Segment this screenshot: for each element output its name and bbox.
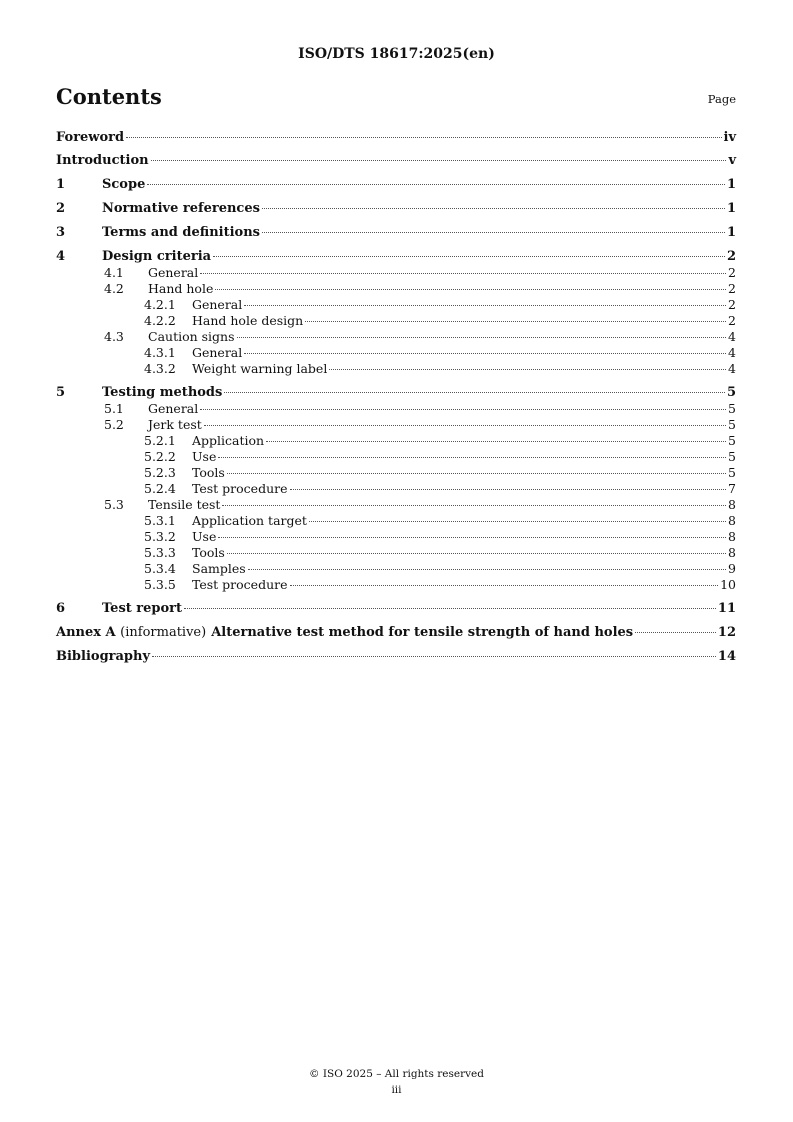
toc-entry-page: 5 xyxy=(728,417,736,432)
toc-dot-leader xyxy=(126,137,721,138)
toc-entry-label xyxy=(192,297,242,313)
toc-entry-label-text: Use xyxy=(192,449,217,464)
toc-entry[interactable] xyxy=(56,361,736,377)
toc-entry-page: iv xyxy=(723,130,736,145)
toc-entry-label-text: General xyxy=(148,401,199,416)
toc-entry-number: 5 xyxy=(56,385,66,400)
toc-entry-page: 5 xyxy=(728,449,736,464)
toc-entry[interactable] xyxy=(56,433,736,449)
toc-entry-page: 5 xyxy=(726,385,736,400)
page-footer xyxy=(0,1066,793,1098)
toc-dot-leader xyxy=(218,457,726,458)
contents-title: Contents xyxy=(56,84,162,109)
toc-entry-page: 2 xyxy=(728,297,736,312)
toc-entry-annex-type: (informative) xyxy=(120,625,207,640)
toc-entry-label-text: Normative references xyxy=(102,201,260,216)
toc-entry[interactable] xyxy=(56,201,736,217)
toc-entry[interactable] xyxy=(56,249,736,265)
toc-entry-number: 4.3 xyxy=(104,329,124,344)
toc-entry-label-text: Weight warning label xyxy=(192,361,328,376)
toc-entry-number: 5.2.3 xyxy=(144,465,176,480)
toc-entry-label xyxy=(102,601,182,617)
toc-entry-page: 1 xyxy=(726,201,736,216)
toc-dot-leader xyxy=(184,608,716,609)
toc-entry-label xyxy=(148,281,213,297)
toc-entry[interactable] xyxy=(56,481,736,497)
toc-entry-page: 2 xyxy=(728,313,736,328)
toc-entry-label xyxy=(192,313,303,329)
toc-entry-label-text: Terms and definitions xyxy=(102,225,260,240)
toc-entry-page: 2 xyxy=(728,265,736,280)
toc-entry-label-text: Application xyxy=(192,433,265,448)
toc-entry-number: 5.2.1 xyxy=(144,433,176,448)
toc-entry-page: 8 xyxy=(728,529,736,544)
toc-entry-page: 10 xyxy=(720,577,736,592)
toc-entry[interactable] xyxy=(56,225,736,241)
toc-entry-label xyxy=(102,225,260,241)
toc-entry-page: 12 xyxy=(717,625,736,640)
toc-entry-page: 7 xyxy=(728,481,736,496)
toc-entry-page: 9 xyxy=(728,561,736,576)
toc-entry-label xyxy=(192,577,288,593)
toc-entry-label xyxy=(102,249,211,265)
toc-dot-leader xyxy=(266,441,726,442)
toc-entry[interactable] xyxy=(56,401,736,417)
toc-entry-page: 5 xyxy=(728,465,736,480)
toc-dot-leader xyxy=(237,337,727,338)
toc-entry-number: 4 xyxy=(56,249,66,264)
page-number: iii xyxy=(391,1084,402,1096)
toc-entry[interactable] xyxy=(56,385,736,401)
document-header-id: ISO/DTS 18617:2025(en) xyxy=(298,46,495,62)
toc-entry-number: 4.1 xyxy=(104,265,124,280)
toc-entry-label xyxy=(192,449,216,465)
toc-dot-leader xyxy=(262,232,725,233)
toc-entry-label-text: Application target xyxy=(192,513,307,528)
toc-dot-leader xyxy=(147,184,725,185)
toc-entry[interactable] xyxy=(56,313,736,329)
toc-entry-page: 5 xyxy=(728,401,736,416)
toc-entry-number: 5.3.3 xyxy=(144,545,176,560)
toc-entry-label xyxy=(56,649,150,665)
toc-entry-number: 5.2.2 xyxy=(144,449,176,464)
toc-dot-leader xyxy=(204,425,726,426)
toc-entry-number: 4.2 xyxy=(104,281,124,296)
toc-entry-label-text: Test procedure xyxy=(192,577,288,592)
toc-entry-label-text: Hand hole design xyxy=(192,313,304,328)
toc-entry-label-text: Tools xyxy=(192,465,225,480)
toc-dot-leader xyxy=(290,585,719,586)
toc-entry-page: 4 xyxy=(728,361,736,376)
toc-entry-number: 5.2 xyxy=(104,417,124,432)
toc-entry[interactable] xyxy=(56,545,736,561)
toc-dot-leader xyxy=(305,321,726,322)
toc-entry[interactable] xyxy=(56,465,736,481)
toc-entry-label-text: General xyxy=(192,297,243,312)
toc-entry-number: 4.2.1 xyxy=(144,297,176,312)
toc-dot-leader xyxy=(200,273,726,274)
toc-entry[interactable] xyxy=(56,497,736,513)
toc-dot-leader xyxy=(290,489,727,490)
toc-entry-page: 1 xyxy=(726,225,736,240)
toc-entry-number: 4.3.1 xyxy=(144,345,176,360)
toc-entry-label-text: Scope xyxy=(102,177,146,192)
toc-entry[interactable] xyxy=(56,177,736,193)
toc-entry[interactable] xyxy=(56,449,736,465)
toc-entry-label-text: Test report xyxy=(102,601,183,616)
toc-entry-number: 4.3.2 xyxy=(144,361,176,376)
toc-entry[interactable] xyxy=(56,417,736,433)
toc-entry-number: 5.3.5 xyxy=(144,577,176,592)
toc-entry-page: 2 xyxy=(728,281,736,296)
toc-entry[interactable] xyxy=(56,601,736,617)
toc-entry-label xyxy=(102,201,260,217)
toc-entry-number: 6 xyxy=(56,601,66,616)
toc-dot-leader xyxy=(224,392,725,393)
toc-entry-label xyxy=(192,513,307,529)
toc-entry-page: 2 xyxy=(726,249,736,264)
toc-entry-label xyxy=(148,401,198,417)
toc-dot-leader xyxy=(227,473,726,474)
toc-entry-number: 5.1 xyxy=(104,401,124,416)
toc-entry-label-text: General xyxy=(192,345,243,360)
toc-dot-leader xyxy=(152,656,716,657)
toc-entry-label-text: Design criteria xyxy=(102,249,212,264)
toc-dot-leader xyxy=(244,305,726,306)
toc-entry[interactable] xyxy=(56,153,736,169)
toc-entry-page: v xyxy=(728,153,736,168)
page-column-label: Page xyxy=(707,92,736,106)
toc-entry-number: 5.2.4 xyxy=(144,481,176,496)
toc-entry-label xyxy=(192,361,327,377)
toc-entry-label-text: Testing methods xyxy=(102,385,223,400)
toc-entry-number: 5.3.2 xyxy=(144,529,176,544)
toc-entry-annex-title: Alternative test method for tensile strength of hand holes xyxy=(211,625,634,640)
toc-entry-label xyxy=(56,153,149,169)
toc-dot-leader xyxy=(244,353,726,354)
toc-entry-number: 5.3.4 xyxy=(144,561,176,576)
toc-entry-label-text: Test procedure xyxy=(192,481,288,496)
toc-entry-label xyxy=(102,385,222,401)
toc-entry-label-text: Jerk test xyxy=(148,417,202,432)
toc-dot-leader xyxy=(215,289,726,290)
toc-entry-label xyxy=(148,329,235,345)
toc-entry-label-text: General xyxy=(148,265,199,280)
toc-entry-label xyxy=(148,497,220,513)
toc-entry-label xyxy=(102,177,145,193)
toc-entry[interactable] xyxy=(56,529,736,545)
toc-entry-label xyxy=(148,417,202,433)
toc-entry-label xyxy=(192,545,225,561)
toc-entry-label-text: Tensile test xyxy=(148,497,221,512)
toc-dot-leader xyxy=(329,369,726,370)
toc-entry[interactable] xyxy=(56,577,736,593)
toc-dot-leader xyxy=(213,256,725,257)
toc-entry[interactable] xyxy=(56,345,736,361)
toc-dot-leader xyxy=(200,409,726,410)
toc-entry-label xyxy=(148,265,198,281)
toc-entry-label-text: Annex A xyxy=(56,625,116,640)
toc-entry-label-text: Hand hole xyxy=(148,281,214,296)
toc-entry[interactable] xyxy=(56,130,736,146)
toc-entry[interactable] xyxy=(56,329,736,345)
toc-entry-label xyxy=(192,561,246,577)
toc-entry-label-text: Bibliography xyxy=(56,649,151,664)
toc-entry-label xyxy=(192,345,242,361)
toc-entry-number: 4.2.2 xyxy=(144,313,176,328)
toc-entry-label-text: Samples xyxy=(192,561,246,576)
toc-entry[interactable] xyxy=(56,561,736,577)
toc-entry-label-text: Tools xyxy=(192,545,225,560)
toc-dot-leader xyxy=(262,208,725,209)
toc-entry-page: 8 xyxy=(728,545,736,560)
toc-entry-page: 4 xyxy=(728,329,736,344)
toc-entry-page: 8 xyxy=(728,497,736,512)
toc-entry-label xyxy=(192,481,288,497)
toc-entry-label-text: Use xyxy=(192,529,217,544)
toc-entry-page: 4 xyxy=(728,345,736,360)
toc-entry[interactable] xyxy=(56,281,736,297)
toc-entry-page: 8 xyxy=(728,513,736,528)
toc-dot-leader xyxy=(218,537,726,538)
toc-entry-number: 3 xyxy=(56,225,66,240)
toc-entry-label-text: Caution signs xyxy=(148,329,235,344)
toc-entry[interactable] xyxy=(56,649,736,665)
toc-entry[interactable] xyxy=(56,625,736,641)
toc-entry-number: 5.3.1 xyxy=(144,513,176,528)
toc-entry-label-text: Introduction xyxy=(56,153,149,168)
toc-entry-label xyxy=(192,433,264,449)
copyright-notice: © ISO 2025 – All rights reserved xyxy=(309,1068,484,1080)
toc-entry-label xyxy=(56,625,633,641)
toc-dot-leader xyxy=(248,569,726,570)
toc-dot-leader xyxy=(227,553,726,554)
toc-entry[interactable] xyxy=(56,513,736,529)
toc-entry-number: 5.3 xyxy=(104,497,124,512)
toc-entry-page: 11 xyxy=(717,601,736,616)
toc-dot-leader xyxy=(151,160,727,161)
toc-entry-page: 1 xyxy=(726,177,736,192)
toc-entry-label xyxy=(56,130,124,146)
toc-dot-leader xyxy=(635,632,716,633)
toc-entry[interactable] xyxy=(56,265,736,281)
toc-entry-page: 5 xyxy=(728,433,736,448)
toc-dot-leader xyxy=(309,521,726,522)
toc-entry-label-text: Foreword xyxy=(56,130,125,145)
toc-entry-label xyxy=(192,529,216,545)
toc-entry-number: 2 xyxy=(56,201,66,216)
toc-entry-page: 14 xyxy=(717,649,736,664)
toc-entry-label xyxy=(192,465,225,481)
toc-entry[interactable] xyxy=(56,297,736,313)
toc-dot-leader xyxy=(222,505,726,506)
toc-entry-number: 1 xyxy=(56,177,66,192)
